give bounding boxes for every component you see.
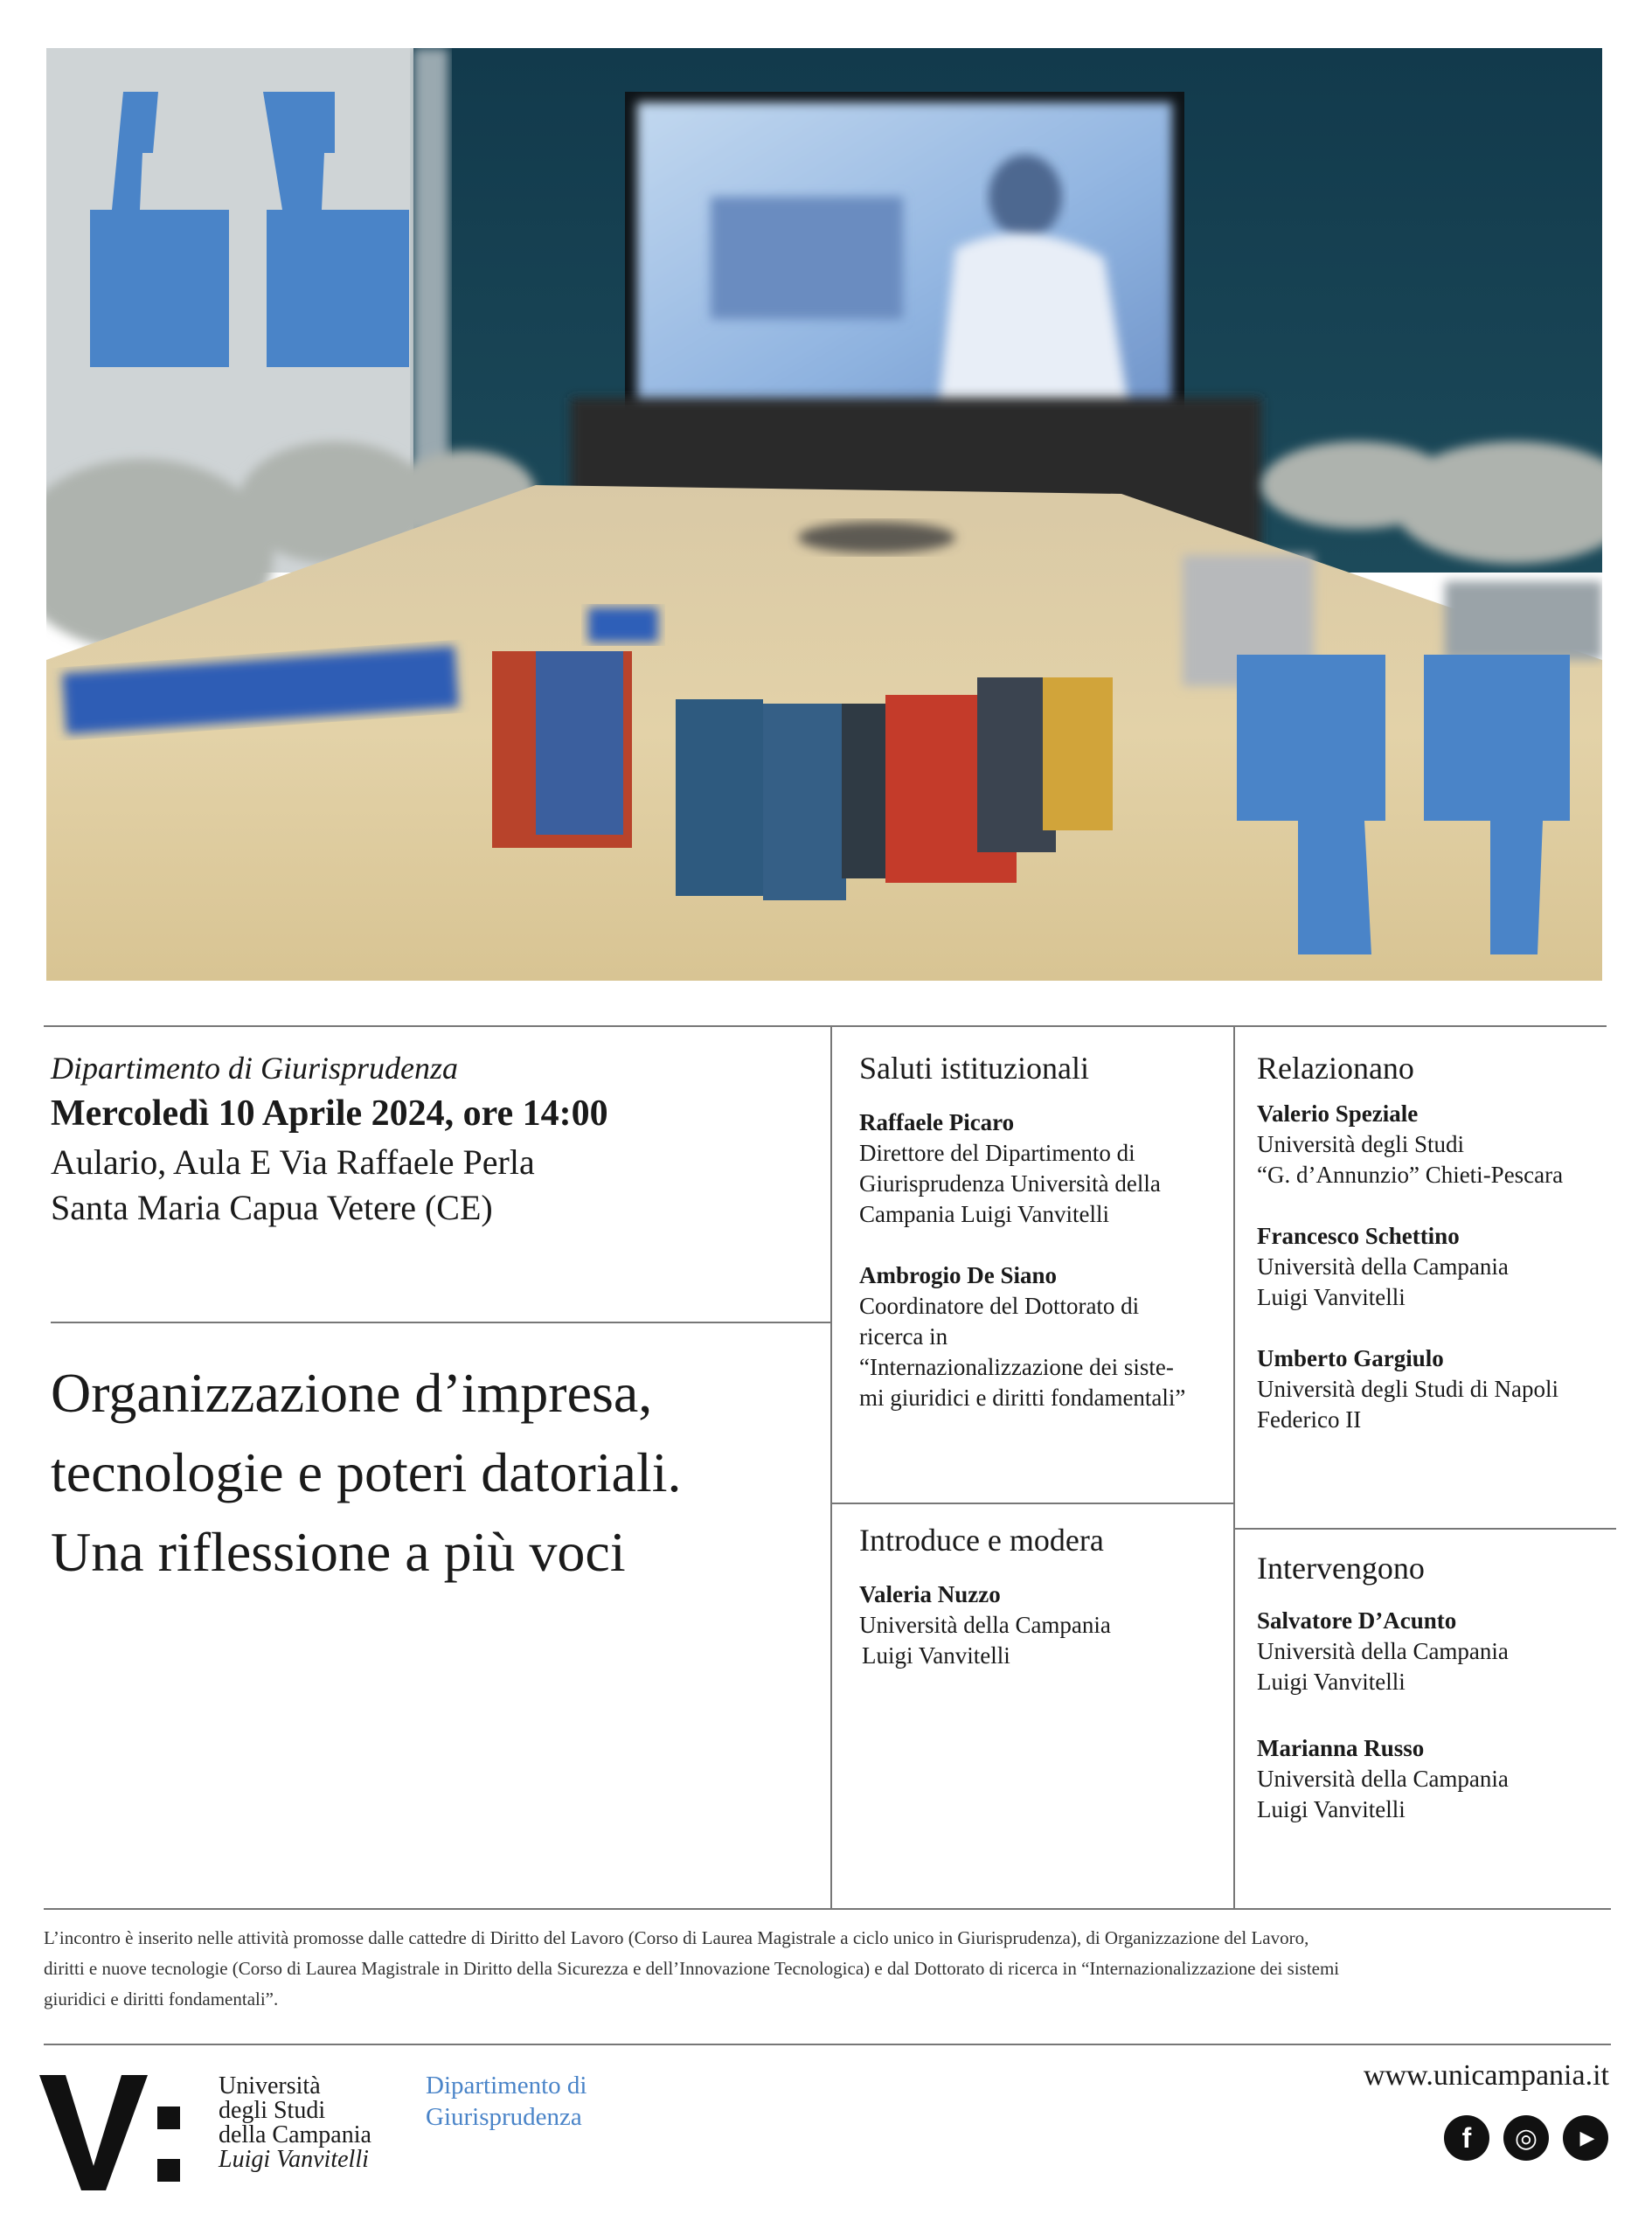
instagram-icon[interactable]: ◎ <box>1503 2115 1549 2161</box>
speaker-affiliation: Federico II <box>1257 1406 1362 1433</box>
footnote <box>44 1923 1608 2015</box>
department-line: Dipartimento di <box>426 2072 587 2100</box>
speaker-affiliation: Giurisprudenza Università della <box>859 1170 1161 1197</box>
speaker-affiliation: Università della Campania <box>859 1612 1111 1638</box>
department-line: Giurisprudenza <box>426 2103 582 2131</box>
department-label: Dipartimento di Giurisprudenza <box>51 1051 459 1086</box>
speaker <box>1257 1221 1563 1313</box>
social-icons <box>1444 2115 1608 2161</box>
title-line: tecnologie e poteri datoriali. <box>51 1441 682 1503</box>
speaker-affiliation: Luigi Vanvitelli <box>862 1642 1010 1669</box>
title-line: Una riflessione a più voci <box>51 1521 626 1583</box>
speaker-affiliation: Università della Campania <box>1257 1253 1509 1280</box>
website-link[interactable]: www.unicampania.it <box>1363 2059 1609 2092</box>
rule-right <box>1233 1528 1616 1530</box>
speaker <box>859 1579 1111 1671</box>
speaker-affiliation: Università degli Studi di Napoli <box>1257 1376 1558 1402</box>
speaker-name: Francesco Schettino <box>1257 1223 1460 1249</box>
rule-footer <box>44 2044 1611 2045</box>
speaker-affiliation: Università della Campania <box>1257 1638 1509 1664</box>
facebook-icon[interactable]: f <box>1444 2115 1489 2161</box>
rule-mid <box>830 1503 1234 1504</box>
speaker-affiliation: Luigi Vanvitelli <box>1257 1669 1406 1695</box>
speaker <box>859 1107 1185 1230</box>
section-intervengono <box>1257 1550 1509 1825</box>
department-footer <box>426 2070 587 2133</box>
section-saluti <box>859 1050 1185 1413</box>
hero-photo <box>46 48 1602 981</box>
speaker-affiliation: “G. d’Annunzio” Chieti-Pescara <box>1257 1162 1564 1188</box>
speaker-name: Ambrogio De Siano <box>859 1262 1058 1288</box>
section-heading: Introduce e modera <box>859 1523 1104 1558</box>
speaker-affiliation: Università degli Studi <box>1257 1131 1464 1157</box>
university-name-line: della Campania <box>219 2121 371 2148</box>
speaker-name: Umberto Gargiulo <box>1257 1345 1444 1371</box>
speaker-affiliation: Coordinatore del Dottorato di <box>859 1293 1140 1319</box>
speaker-affiliation: “Internazionalizzazione dei siste- <box>859 1354 1174 1380</box>
section-heading: Relazionano <box>1257 1051 1414 1086</box>
event-title <box>51 1353 837 1592</box>
speaker-name: Valeria Nuzzo <box>859 1581 1001 1607</box>
section-introduce <box>859 1522 1111 1671</box>
rule-left-mid <box>51 1322 831 1323</box>
section-heading: Saluti istituzionali <box>859 1051 1089 1086</box>
footnote-line: diritti e nuove tecnologie (Corso di Laurea Magistrale in Diritto della Sicurezza e dell’Innovazione Tecnologica) e dal Dottorato di ricerca in “Internazionalizzazione dei sistemi <box>44 1958 1340 1979</box>
speaker-affiliation: Campania Luigi Vanvitelli <box>859 1201 1109 1227</box>
speaker-affiliation: Direttore del Dipartimento di <box>859 1140 1135 1166</box>
speaker-affiliation: mi giuridici e diritti fondamentali” <box>859 1385 1186 1411</box>
speaker <box>1257 1099 1563 1190</box>
university-logo <box>39 2063 188 2194</box>
speaker-name: Marianna Russo <box>1257 1735 1425 1761</box>
venue-line-2: Santa Maria Capua Vetere (CE) <box>51 1188 493 1227</box>
divider-2 <box>1233 1025 1235 1909</box>
youtube-icon[interactable]: ▶ <box>1563 2115 1608 2161</box>
speaker <box>859 1260 1185 1413</box>
speaker-name: Salvatore D’Acunto <box>1257 1607 1457 1634</box>
speaker-affiliation: ricerca in <box>859 1323 948 1350</box>
speaker-affiliation: Luigi Vanvitelli <box>1257 1796 1406 1822</box>
university-name <box>219 2074 371 2172</box>
section-heading: Intervengono <box>1257 1551 1425 1586</box>
university-name-line: degli Studi <box>219 2097 326 2124</box>
speaker <box>1257 1606 1509 1697</box>
event-datetime: Mercoledì 10 Aprile 2024, ore 14:00 <box>51 1093 608 1134</box>
venue-line-1: Aulario, Aula E Via Raffaele Perla <box>51 1142 535 1182</box>
tv-screen <box>625 92 1184 433</box>
speaker-name: Valerio Speziale <box>1257 1100 1419 1127</box>
title-line: Organizzazione d’impresa, <box>51 1362 653 1424</box>
speaker <box>1257 1733 1509 1825</box>
footnote-line: giuridici e diritti fondamentali”. <box>44 1989 279 2009</box>
speaker <box>1257 1343 1563 1435</box>
section-relazionano <box>1257 1050 1563 1435</box>
speaker-name: Raffaele Picaro <box>859 1109 1015 1135</box>
rule-bottom <box>44 1908 1611 1910</box>
university-name-line: Università <box>219 2072 321 2100</box>
speaker-affiliation: Luigi Vanvitelli <box>1257 1284 1406 1310</box>
footnote-line: L’incontro è inserito nelle attività promosse dalle cattedre di Diritto del Lavoro (Corso di Laurea Magistrale a ciclo unico in Giurisprudenza), di Organizzazione del Lavoro, <box>44 1927 1309 1948</box>
university-name-italic: Luigi Vanvitelli <box>219 2146 369 2173</box>
rule-top <box>44 1025 1607 1027</box>
speaker-affiliation: Università della Campania <box>1257 1766 1509 1792</box>
